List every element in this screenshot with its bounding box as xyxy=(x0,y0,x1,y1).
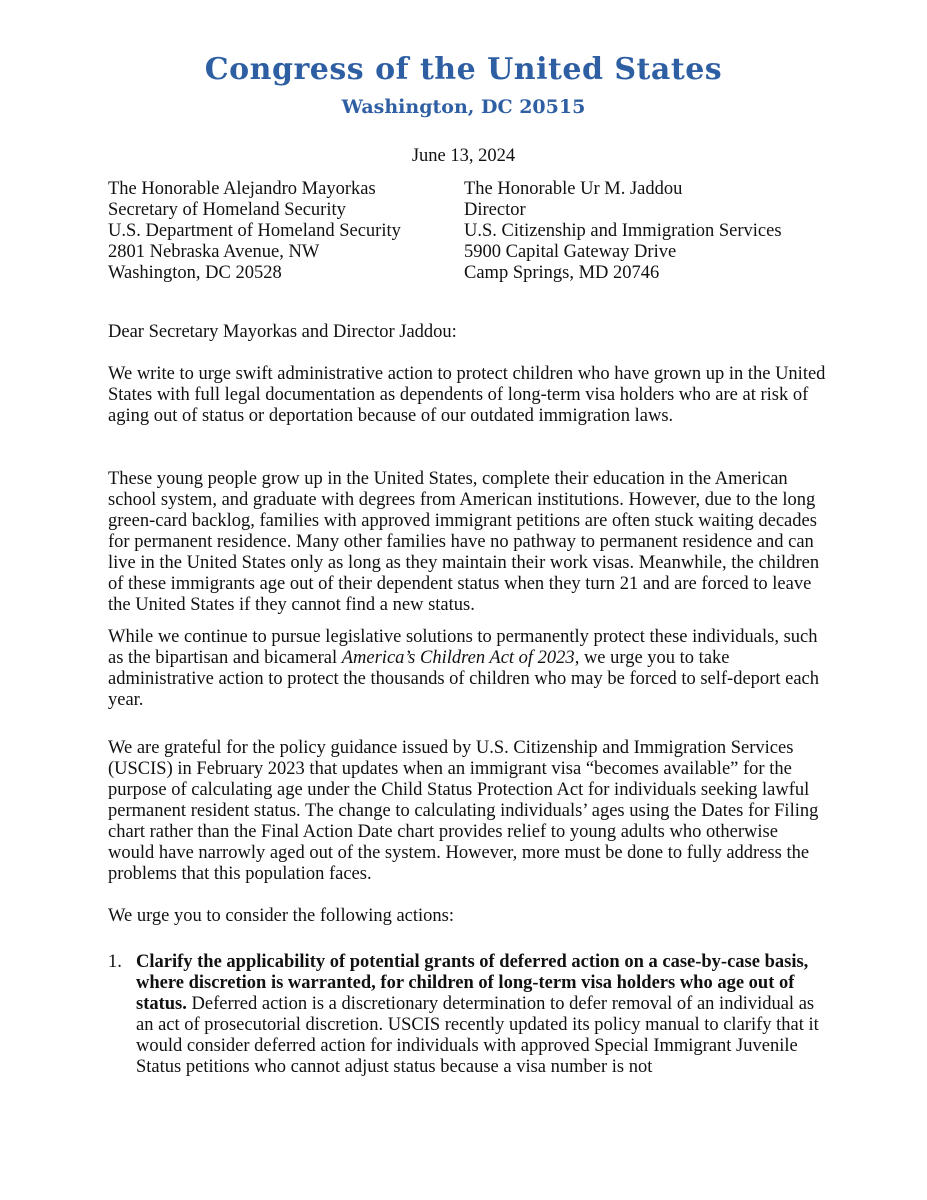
recipient-block-right xyxy=(464,179,782,284)
list-item xyxy=(108,952,826,1078)
letter-date: June 13, 2024 xyxy=(411,146,516,166)
paragraph-text: These young people grow up in the United States, complete their education in the American school system, and graduate with degrees from American institutions. However, due to the long green-card backlog, families with approved immigrant petitions are often stuck waiting decades for permanent residence. Many other families have no pathway to permanent residence and can live in the United States only as long as they maintain their work visas. Meanwhile, the children of these immigrants age out of their dependent status when they turn 21 and are forced to leave the United States if they cannot find a new status. xyxy=(108,469,820,615)
paragraph-3 xyxy=(108,627,826,711)
list-item-heading: Clarify the applicability of potential grants of deferred action on a case-by-case basis, where discretion is warranted, for children of long-term visa holders who age out of status. xyxy=(136,952,809,1014)
letterhead-title: Congress of the United States xyxy=(204,52,723,87)
act-title: America’s Children Act of 2023 xyxy=(341,648,575,668)
paragraph-1 xyxy=(108,364,826,427)
paragraph-3-end: , we urge you to take administrative action to protect the thousands of children who may be forced to self-deport each year. xyxy=(108,648,819,710)
recipient-left-line: The Honorable Alejandro Mayorkas xyxy=(108,179,376,199)
paragraph-text: We are grateful for the policy guidance issued by U.S. Citizenship and Immigration Services (USCIS) in February 2023 that updates when an immigrant visa “becomes available” for the purpose of calculating age under the Child Status Protection Act for individuals seeking lawful permanent resident status. The change to calculating individuals’ ages using the Dates for Filing chart rather than the Final Action Date chart provides relief to young adults who otherwise would have narrowly aged out of the system. However, more must be done to fully address the problems that this population faces. xyxy=(108,738,819,884)
recipient-right-line: Director xyxy=(464,200,526,220)
paragraph-text: We urge you to consider the following actions: xyxy=(108,906,454,926)
recipient-right-line: Camp Springs, MD 20746 xyxy=(464,263,660,283)
paragraph-4 xyxy=(108,738,826,885)
paragraph-3-start: While we continue to pursue legislative solutions to permanently protect these individuals, such as the bipartisan and bicameral xyxy=(108,627,818,668)
paragraph-text xyxy=(108,627,826,711)
list-number: 1. xyxy=(108,952,122,972)
list-item-text: Deferred action is a discretionary determination to defer removal of an individual as an act of prosecutorial discretion. USCIS recently updated its policy manual to clarify that it would consider deferred action for individuals with approved Special Immigrant Juvenile Status petitions who cannot adjust status because a visa number is not xyxy=(136,994,819,1077)
paragraph-text: We write to urge swift administrative action to protect children who have grown up in the United States with full legal documentation as dependents of long-term visa holders who are at risk of aging out of status or deportation because of our outdated immigration laws. xyxy=(108,364,826,426)
recipient-left-line: Washington, DC 20528 xyxy=(108,263,282,283)
recipient-right-line: The Honorable Ur M. Jaddou xyxy=(464,179,683,199)
recipient-right-line: U.S. Citizenship and Immigration Services xyxy=(464,221,782,241)
recipient-right-line: 5900 Capital Gateway Drive xyxy=(464,242,677,262)
letterhead-subtitle: Washington, DC 20515 xyxy=(341,96,586,118)
paragraph-5 xyxy=(108,906,826,927)
recipient-left-line: Secretary of Homeland Security xyxy=(108,200,346,220)
recipient-left-line: 2801 Nebraska Avenue, NW xyxy=(108,242,320,262)
paragraph-2 xyxy=(108,469,826,616)
recipient-left-line: U.S. Department of Homeland Security xyxy=(108,221,401,241)
list-content xyxy=(136,952,826,1078)
salutation: Dear Secretary Mayorkas and Director Jaddou: xyxy=(108,322,457,342)
recipient-block-left xyxy=(108,179,401,284)
